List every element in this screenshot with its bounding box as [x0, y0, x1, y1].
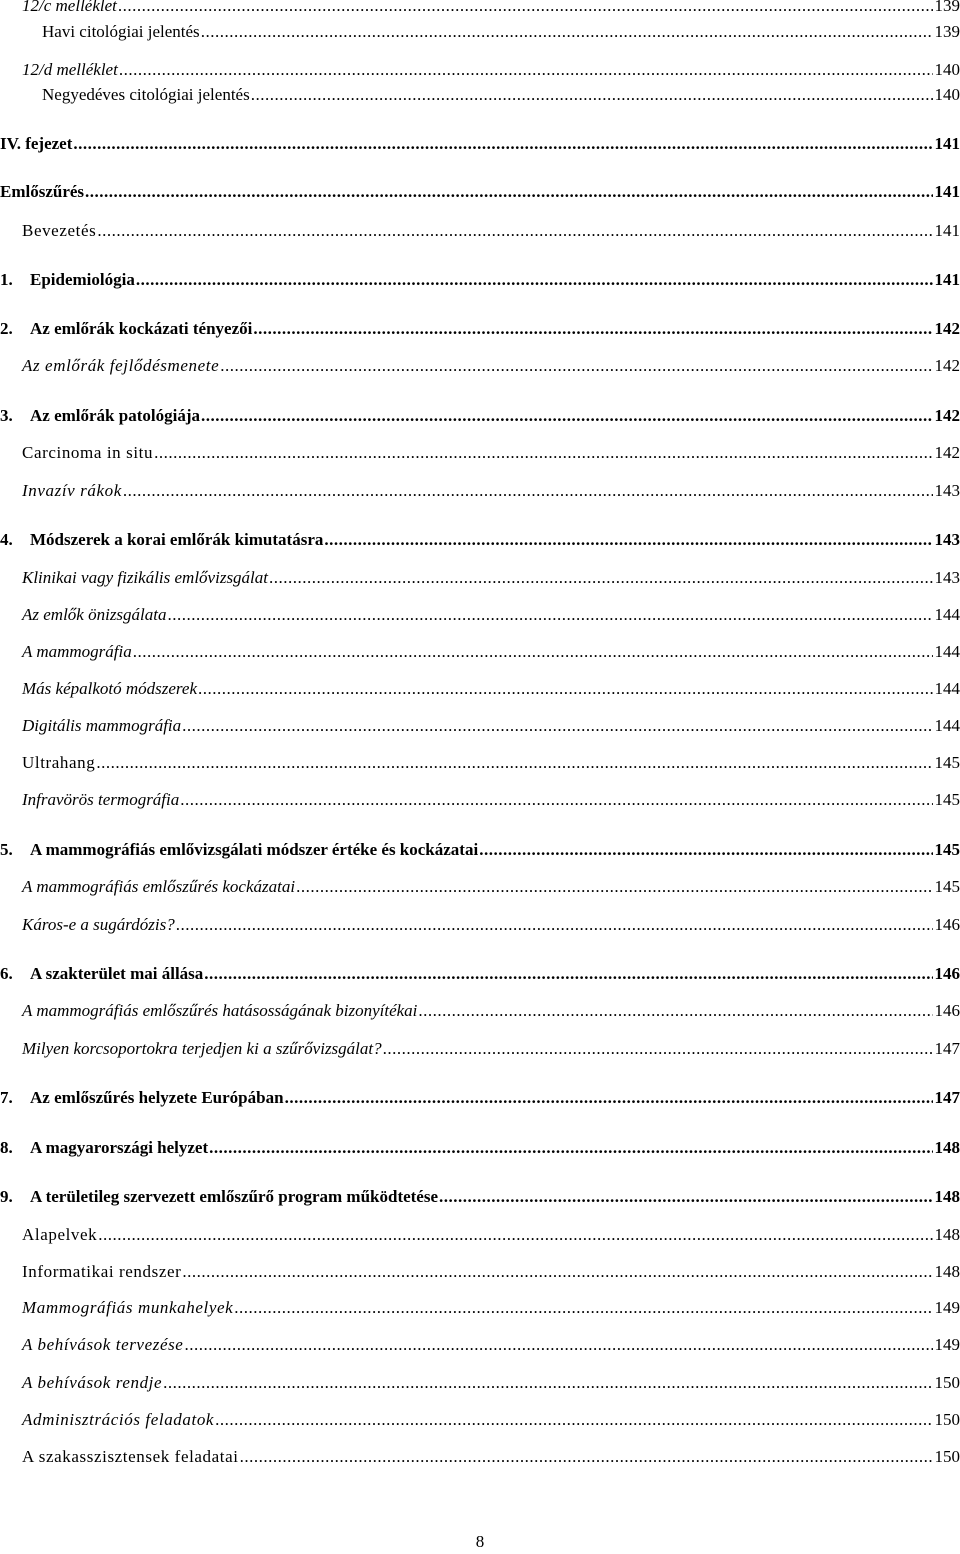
toc-entry — [22, 749, 960, 777]
toc-entry — [22, 601, 960, 629]
dot-leader — [198, 675, 933, 703]
toc-entry — [22, 0, 960, 20]
toc-entry-page: 139 — [935, 18, 960, 46]
dot-leader — [296, 873, 932, 901]
toc-entry-page: 150 — [935, 1369, 960, 1397]
toc-entry-title: Ultrahang — [22, 749, 95, 777]
toc-entry-title: Az emlőszűrés helyzete Európában — [30, 1084, 284, 1112]
toc-entry-title: 12/d melléklet — [22, 56, 118, 84]
toc-entry-number: 5. — [0, 836, 30, 864]
toc-entry-number: 4. — [0, 526, 30, 554]
toc-entry-page: 142 — [935, 439, 960, 467]
toc-entry-title: Havi citológiai jelentés — [42, 18, 200, 46]
toc-entry-page: 148 — [935, 1183, 960, 1211]
dot-leader — [209, 1134, 932, 1162]
dot-leader — [201, 18, 933, 46]
toc-entry-page: 147 — [935, 1084, 960, 1112]
dot-leader — [220, 352, 932, 380]
toc-entry-number: 2. — [0, 315, 30, 343]
toc-entry-page: 147 — [935, 1035, 960, 1063]
toc-entry-title: Invazív rákok — [22, 477, 122, 505]
dot-leader — [154, 439, 932, 467]
toc-entry-page: 146 — [935, 997, 960, 1025]
toc-entry — [22, 1331, 960, 1359]
toc-entry — [22, 1406, 960, 1434]
toc-entry-title: Informatikai rendszer — [22, 1258, 181, 1286]
dot-leader — [204, 960, 932, 988]
dot-leader — [184, 1331, 932, 1359]
dot-leader — [269, 564, 932, 592]
toc-entry — [22, 911, 960, 939]
toc-entry-title: A mammográfiás emlőszűrés kockázatai — [22, 873, 295, 901]
toc-entry-title: Az emlőrák patológiája — [30, 402, 200, 430]
dot-leader — [285, 1084, 933, 1112]
toc-entry — [0, 836, 960, 864]
toc-entry-title: A mammográfiás emlővizsgálati módszer értéke és kockázatai — [30, 836, 478, 864]
toc-entry — [22, 439, 960, 467]
toc-entry-page: 150 — [935, 1406, 960, 1434]
toc-entry-page: 145 — [935, 749, 960, 777]
toc-entry-title: Emlőszűrés — [0, 178, 84, 206]
dot-leader — [253, 315, 932, 343]
toc-entry — [22, 1221, 960, 1249]
toc-entry — [22, 638, 960, 666]
toc-entry-page: 145 — [935, 786, 960, 814]
toc-entry-title: Az emlőrák kockázati tényezői — [30, 315, 252, 343]
toc-entry — [22, 675, 960, 703]
toc-entry-page: 144 — [935, 601, 960, 629]
toc-entry-title: Negyedéves citológiai jelentés — [42, 81, 250, 109]
dot-leader — [240, 1443, 933, 1471]
toc-entry-page: 148 — [935, 1258, 960, 1286]
dot-leader — [439, 1183, 932, 1211]
toc-entry — [22, 564, 960, 592]
toc-entry-title: Mammográfiás munkahelyek — [22, 1294, 233, 1322]
toc-entry-page: 146 — [935, 911, 960, 939]
toc-entry-title: IV. fejezet — [0, 130, 72, 158]
dot-leader — [98, 1221, 932, 1249]
dot-leader — [176, 911, 933, 939]
toc-entry-page: 145 — [935, 836, 960, 864]
toc-entry — [0, 960, 960, 988]
toc-entry — [22, 997, 960, 1025]
toc-entry-page: 141 — [935, 217, 960, 245]
toc-entry-number: 1. — [0, 266, 30, 294]
toc-entry-title: Bevezetés — [22, 217, 96, 245]
toc-entry-page: 144 — [935, 712, 960, 740]
toc-entry-title: Digitális mammográfia — [22, 712, 181, 740]
dot-leader — [234, 1294, 932, 1322]
toc-entry-page: 149 — [935, 1294, 960, 1322]
dot-leader — [182, 712, 932, 740]
toc-entry-title: A szakasszisztensek feladatai — [22, 1443, 239, 1471]
dot-leader — [85, 178, 932, 206]
dot-leader — [168, 601, 933, 629]
toc-entry — [22, 477, 960, 505]
toc-entry-page: 143 — [935, 477, 960, 505]
toc-entry-page: 143 — [935, 526, 960, 554]
dot-leader — [201, 402, 933, 430]
toc-entry-page: 146 — [935, 960, 960, 988]
toc-entry-title: Más képalkotó módszerek — [22, 675, 197, 703]
toc-entry-title: A behívások rendje — [22, 1369, 162, 1397]
toc-entry — [22, 786, 960, 814]
toc-entry-title: Infravörös termográfia — [22, 786, 179, 814]
toc-entry — [22, 1258, 960, 1286]
toc-entry — [22, 56, 960, 84]
toc-entry-title: A magyarországi helyzet — [30, 1134, 208, 1162]
toc-entry-page: 141 — [935, 178, 960, 206]
toc-entry — [22, 217, 960, 245]
dot-leader — [73, 130, 932, 158]
toc-entry — [0, 402, 960, 430]
toc-entry-number: 9. — [0, 1183, 30, 1211]
toc-entry-page: 150 — [935, 1443, 960, 1471]
toc-entry-title: Epidemiológia — [30, 266, 135, 294]
toc-entry-title: Az emlőrák fejlődésmenete — [22, 352, 219, 380]
toc-entry — [22, 1369, 960, 1397]
toc-entry-page: 141 — [935, 266, 960, 294]
toc-entry-page: 144 — [935, 638, 960, 666]
toc-entry-page: 143 — [935, 564, 960, 592]
toc-entry — [0, 1134, 960, 1162]
dot-leader — [251, 81, 933, 109]
toc-entry-page: 141 — [935, 130, 960, 158]
toc-entry — [0, 526, 960, 554]
toc-entry — [22, 1294, 960, 1322]
toc-entry — [42, 81, 960, 109]
toc-entry-title: Módszerek a korai emlőrák kimutatásra — [30, 526, 323, 554]
toc-entry-title: Klinikai vagy fizikális emlővizsgálat — [22, 564, 268, 592]
toc-entry-page: 139 — [935, 0, 960, 20]
dot-leader — [182, 1258, 932, 1286]
toc-entry-number: 6. — [0, 960, 30, 988]
dot-leader — [97, 217, 932, 245]
toc-entry-title: Carcinoma in situ — [22, 439, 153, 467]
toc-entry-page: 140 — [935, 56, 960, 84]
toc-entry-title: Adminisztrációs feladatok — [22, 1406, 214, 1434]
dot-leader — [96, 749, 932, 777]
dot-leader — [118, 0, 933, 20]
dot-leader — [119, 56, 933, 84]
toc-entry-title: Alapelvek — [22, 1221, 97, 1249]
dot-leader — [163, 1369, 932, 1397]
toc-entry — [22, 873, 960, 901]
toc-entry — [22, 352, 960, 380]
toc-entry-title: A mammográfia — [22, 638, 132, 666]
toc-entry — [22, 1443, 960, 1471]
toc-entry — [42, 18, 960, 46]
toc-entry-page: 142 — [935, 315, 960, 343]
toc-entry — [0, 1084, 960, 1112]
toc-entry-number: 7. — [0, 1084, 30, 1112]
toc-entry — [0, 315, 960, 343]
toc-entry-page: 145 — [935, 873, 960, 901]
dot-leader — [180, 786, 932, 814]
toc-entry-page: 142 — [935, 352, 960, 380]
toc-entry-title: A szakterület mai állása — [30, 960, 203, 988]
toc-entry — [0, 178, 960, 206]
toc-entry-page: 149 — [935, 1331, 960, 1359]
dot-leader — [418, 997, 932, 1025]
toc-entry-page: 144 — [935, 675, 960, 703]
toc-entry — [22, 1035, 960, 1063]
dot-leader — [324, 526, 932, 554]
toc-entry-title: A mammográfiás emlőszűrés hatásosságának bizonyítékai — [22, 997, 417, 1025]
toc-entry-page: 148 — [935, 1134, 960, 1162]
dot-leader — [383, 1035, 933, 1063]
toc-entry — [0, 130, 960, 158]
toc-entry-title: 12/c melléklet — [22, 0, 117, 20]
dot-leader — [215, 1406, 932, 1434]
dot-leader — [133, 638, 933, 666]
dot-leader — [136, 266, 933, 294]
dot-leader — [479, 836, 932, 864]
toc-entry-title: Az emlők önizsgálata — [22, 601, 167, 629]
toc-entry — [0, 1183, 960, 1211]
toc-entry-title: A behívások tervezése — [22, 1331, 183, 1359]
page-number: 8 — [0, 1530, 960, 1554]
toc-entry-number: 8. — [0, 1134, 30, 1162]
toc-entry-page: 142 — [935, 402, 960, 430]
toc-entry-title: Káros-e a sugárdózis? — [22, 911, 175, 939]
toc-entry-page: 140 — [935, 81, 960, 109]
toc-entry — [0, 266, 960, 294]
dot-leader — [123, 477, 933, 505]
toc-entry-title: Milyen korcsoportokra terjedjen ki a szűrővizsgálat? — [22, 1035, 382, 1063]
toc-entry — [22, 712, 960, 740]
toc-entry-title: A területileg szervezett emlőszűrő program működtetése — [30, 1183, 438, 1211]
toc-entry-page: 148 — [935, 1221, 960, 1249]
toc-entry-number: 3. — [0, 402, 30, 430]
